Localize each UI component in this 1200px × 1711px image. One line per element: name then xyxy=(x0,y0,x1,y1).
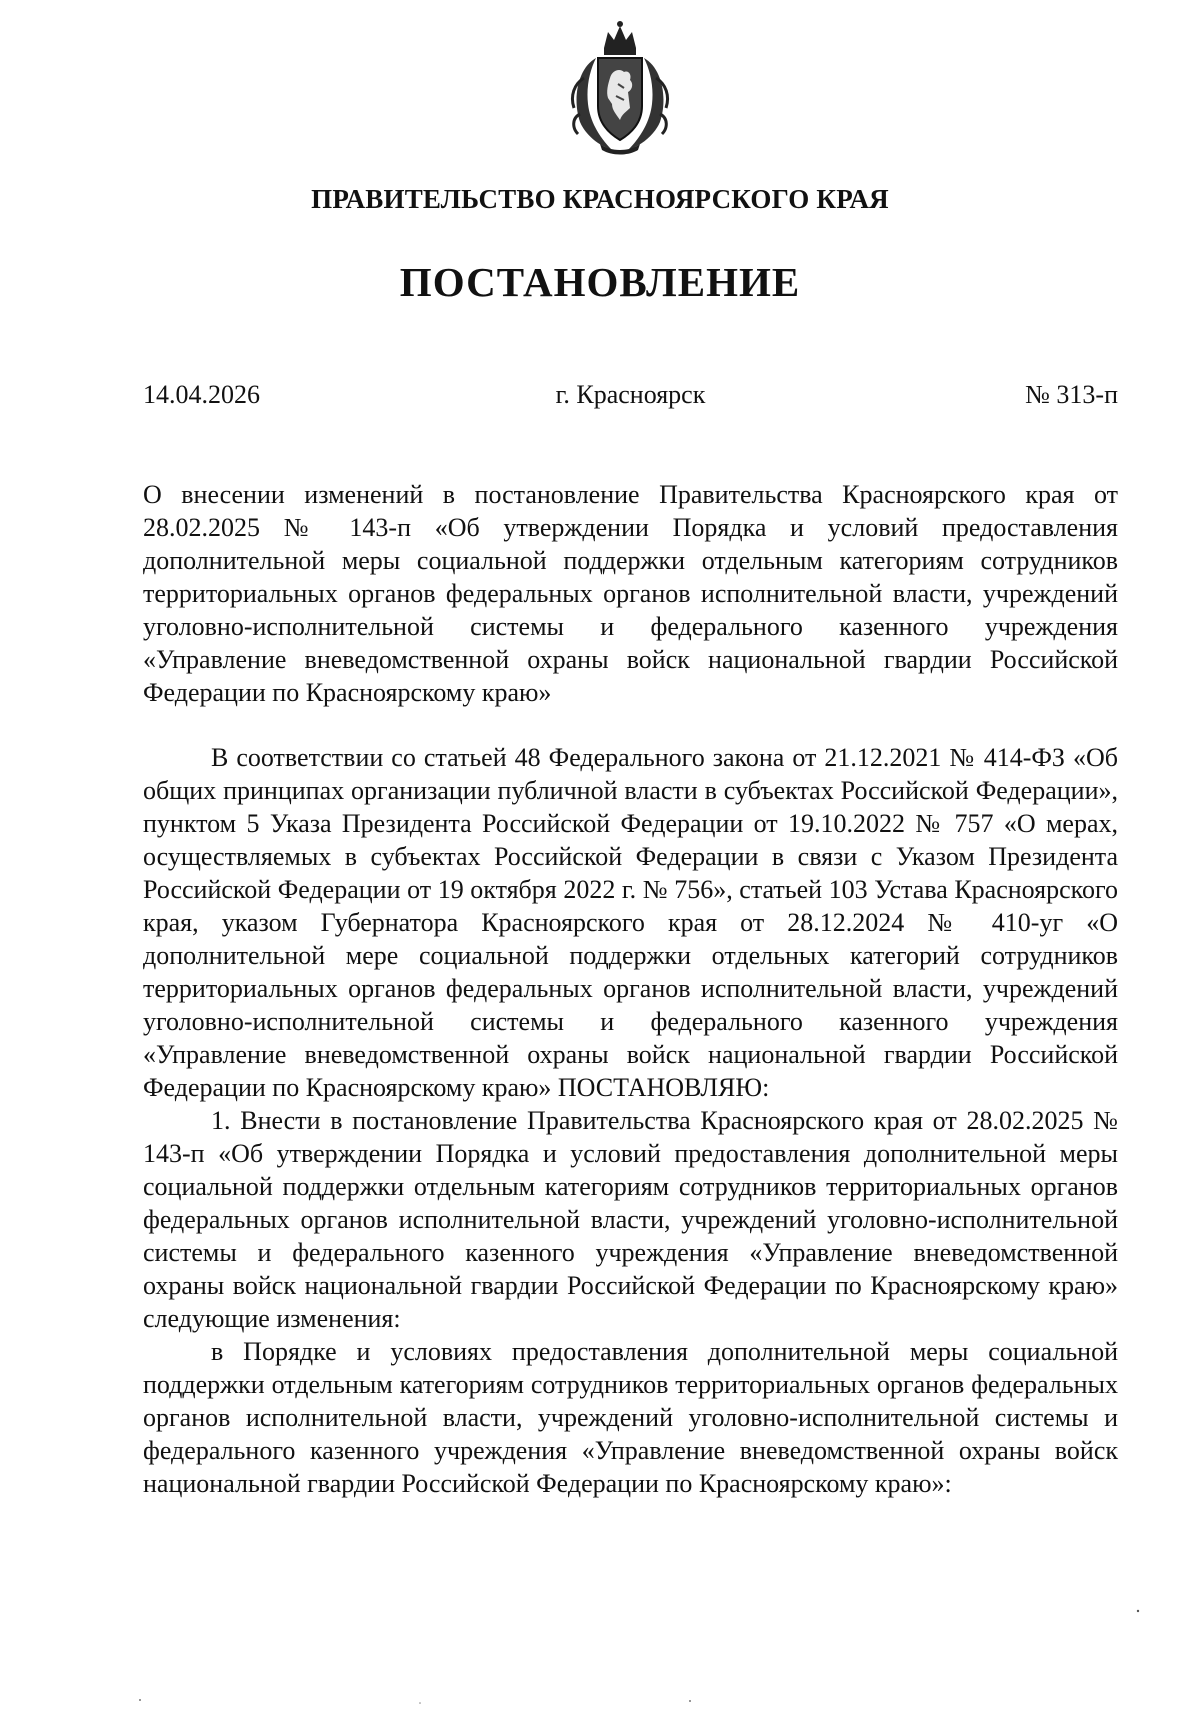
subject-text: О внесении изменений в постановление Правительства Красноярского края от 28.02.2025 № 143-п «Об утверждении Порядка и условий предоставления дополнительной меры социальной поддержки отдельным категориям сотрудников территориальных органов федеральных органов исполнительной власти, учреждений уголовно-исполнительной системы и федерального казенного учреждения «Управление вневедомственной охраны войск национальной гвардии Российской Федерации по Красноярскому краю» xyxy=(143,480,1118,707)
document-number: № 313-п xyxy=(1025,380,1118,409)
document-type-title: ПОСТАНОВЛЕНИЕ xyxy=(399,259,801,305)
document-meta-row xyxy=(143,380,1118,416)
item-1-detail-paragraph: в Порядке и условиях предоставления дополнительной меры социальной поддержки отдельным категориям сотрудников территориальных органов федеральных органов исполнительной власти, учреждений уголовно-исполнительной системы и федерального казенного учреждения «Управление вневедомственной охраны войск национальной гвардии Российской Федерации по Красноярскому краю»: xyxy=(143,1337,1118,1498)
document-body xyxy=(143,741,1118,1500)
document-date: 14.04.2026 xyxy=(143,380,260,409)
government-name: ПРАВИТЕЛЬСТВО КРАСНОЯРСКОГО КРАЯ xyxy=(311,184,889,214)
document-subject xyxy=(143,478,1118,709)
item-1-paragraph: 1. Внести в постановление Правительства Красноярского края от 28.02.2025 № 143-п «Об утверждении Порядка и условий предоставления дополнительной меры социальной поддержки отдельным категориям сотрудников территориальных органов федеральных органов исполнительной власти, учреждений уголовно-исполнительной системы и федерального казенного учреждения «Управление вневедомственной охраны войск национальной гвардии Российской Федерации по Красноярскому краю» следующие изменения: xyxy=(143,1106,1118,1333)
preamble-paragraph: В соответствии со статьей 48 Федерального закона от 21.12.2021 № 414-ФЗ «Об общих принципах организации публичной власти в субъектах Российской Федерации», пунктом 5 Указа Президента Российской Федерации от 19.10.2022 № 757 «О мерах, осуществляемых в субъектах Российской Федерации в связи с Указом Президента Российской Федерации от 19 октября 2022 г. № 756», статьей 103 Устава Красноярского края, указом Губернатора Красноярского края от 28.12.2024 № 410-уг «О дополнительной мере социальной поддержки отдельных категорий сотрудников территориальных органов федеральных органов исполнительной власти, учреждений уголовно-исполнительной системы и федерального казенного учреждения «Управление вневедомственной охраны войск национальной гвардии Российской Федерации по Красноярскому краю» ПОСТАНОВЛЯЮ: xyxy=(143,743,1118,1102)
krasnoyarsk-coat-of-arms-icon xyxy=(560,18,680,156)
document-city: г. Красноярск xyxy=(555,380,706,409)
